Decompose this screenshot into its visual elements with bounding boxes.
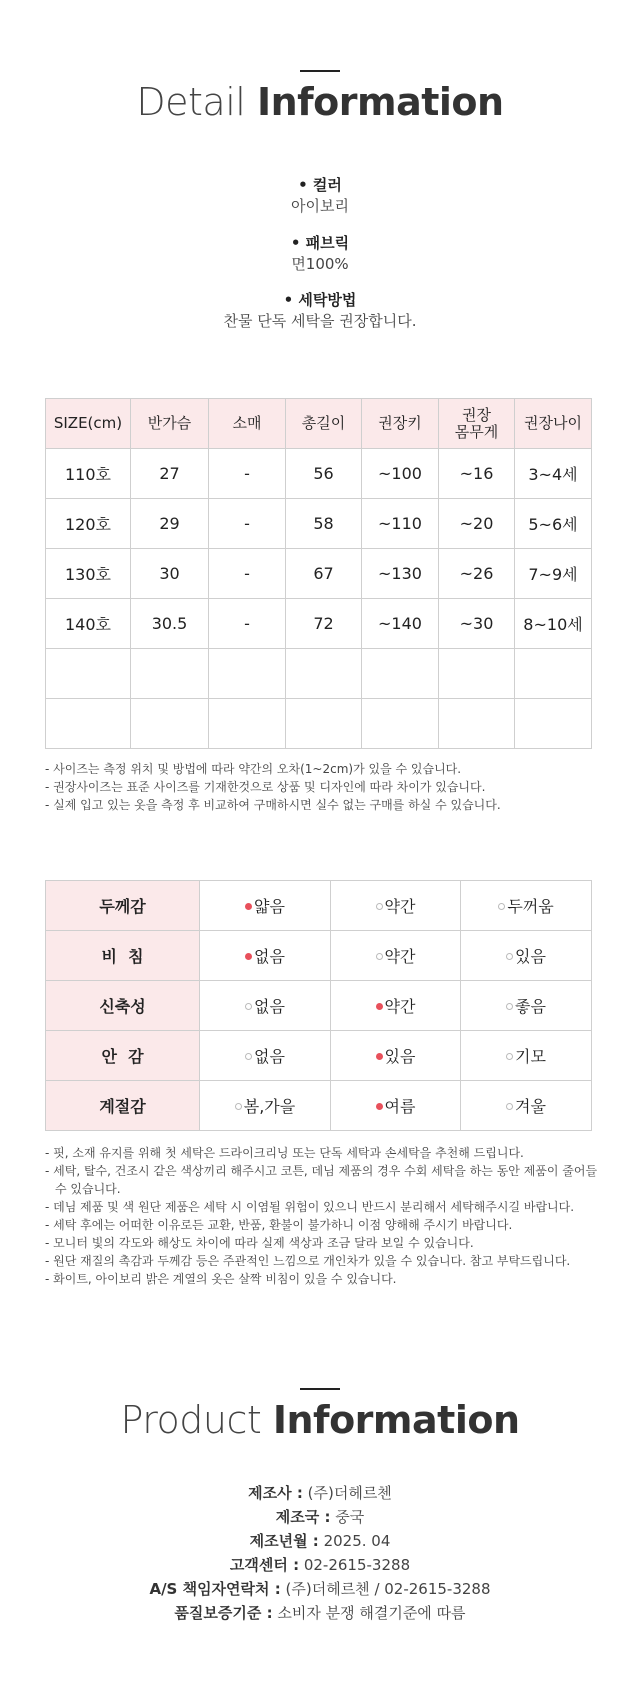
size-cell	[362, 649, 439, 699]
spec-value: 아이보리	[291, 197, 349, 215]
product-key: 제조사 :	[248, 1484, 303, 1502]
size-cell: 8~10세	[515, 599, 592, 649]
radio-dot-icon	[506, 953, 513, 960]
product-heading-rule	[300, 1388, 340, 1390]
feel-option	[461, 881, 592, 931]
feel-label: 안 감	[46, 1031, 200, 1081]
table-row	[46, 931, 592, 981]
care-note: - 세탁, 탈수, 건조시 같은 색상끼리 해주시고 코튼, 데님 제품의 경우 수회 세탁을 하는 동안 제품이 줄어들 수 있습니다.	[45, 1164, 598, 1196]
radio-dot-icon	[498, 903, 505, 910]
size-cell: -	[209, 499, 286, 549]
feel-option	[461, 1031, 592, 1081]
size-table-header: 권장나이	[515, 399, 592, 449]
size-table-header: 총길이	[286, 399, 362, 449]
size-cell	[209, 649, 286, 699]
table-row	[46, 449, 592, 499]
spec-fabric	[0, 233, 640, 275]
radio-dot-icon	[506, 1003, 513, 1010]
size-table-header: 권장 몸무게	[439, 399, 515, 449]
size-cell: ~16	[439, 449, 515, 499]
size-cell: ~30	[439, 599, 515, 649]
spec-label: • 패브릭	[290, 234, 350, 252]
size-cell: 30	[131, 549, 209, 599]
size-cell	[46, 699, 131, 749]
feel-option	[331, 1081, 461, 1131]
feel-option	[461, 1081, 592, 1131]
feel-option-text: 두꺼움	[507, 897, 554, 916]
feel-table	[45, 880, 592, 1131]
product-key: 고객센터 :	[229, 1556, 300, 1574]
table-row	[46, 981, 592, 1031]
feel-label: 신축성	[46, 981, 200, 1031]
size-cell: 120호	[46, 499, 131, 549]
feel-option	[200, 931, 331, 981]
size-table-header: SIZE(cm)	[46, 399, 131, 449]
size-cell: 30.5	[131, 599, 209, 649]
detail-heading	[0, 80, 640, 124]
size-cell	[131, 649, 209, 699]
radio-dot-icon	[376, 953, 383, 960]
feel-option-text: 좋음	[515, 997, 546, 1016]
table-row	[46, 881, 592, 931]
size-cell	[515, 699, 592, 749]
detail-heading-bold: Information	[256, 80, 504, 124]
size-cell	[46, 649, 131, 699]
size-table-header: 반가슴	[131, 399, 209, 449]
product-line	[0, 1529, 640, 1553]
care-note: - 세탁 후에는 어떠한 이유로든 교환, 반품, 환불이 불가하니 이점 양해해 주시기 바랍니다.	[45, 1218, 513, 1232]
care-note: - 원단 재질의 촉감과 두께감 등은 주관적인 느낌으로 개인차가 있을 수 있습니다. 참고 부탁드립니다.	[45, 1254, 571, 1268]
spec-label: • 컬러	[298, 176, 342, 194]
size-cell: 72	[286, 599, 362, 649]
size-cell: ~100	[362, 449, 439, 499]
size-cell: ~130	[362, 549, 439, 599]
size-cell	[286, 699, 362, 749]
feel-option-text: 있음	[515, 947, 546, 966]
size-note: - 권장사이즈는 표준 사이즈를 기재한것으로 상품 및 디자인에 따라 차이가 있습니다.	[45, 780, 486, 794]
detail-heading-light: Detail	[136, 80, 246, 124]
size-cell: ~20	[439, 499, 515, 549]
size-cell: -	[209, 549, 286, 599]
radio-dot-icon	[245, 903, 252, 910]
detail-heading-rule	[300, 70, 340, 72]
product-value: 중국	[330, 1508, 365, 1526]
care-note: - 데님 제품 및 색 원단 제품은 세탁 시 이염될 위험이 있으니 반드시 분리해서 세탁해주시길 바랍니다.	[45, 1200, 575, 1214]
table-row	[46, 1031, 592, 1081]
size-cell: ~140	[362, 599, 439, 649]
product-info	[0, 1481, 640, 1625]
size-cell: -	[209, 599, 286, 649]
feel-option-text: 얇음	[254, 897, 285, 916]
product-value: (주)더헤르첸 / 02-2615-3288	[280, 1580, 491, 1598]
spec-value: 찬물 단독 세탁을 권장합니다.	[223, 312, 417, 330]
feel-option-text: 없음	[254, 947, 285, 966]
product-heading-light: Product	[120, 1398, 262, 1442]
radio-dot-icon	[245, 1003, 252, 1010]
product-key: 품질보증기준 :	[174, 1604, 273, 1622]
feel-option	[461, 931, 592, 981]
product-heading	[0, 1398, 640, 1442]
spec-washing	[0, 290, 640, 332]
feel-option	[331, 981, 461, 1031]
size-notes	[45, 760, 605, 814]
table-row	[46, 599, 592, 649]
feel-label: 비 침	[46, 931, 200, 981]
radio-dot-icon	[376, 903, 383, 910]
size-cell: 130호	[46, 549, 131, 599]
feel-option-text: 없음	[254, 997, 285, 1016]
feel-option-text: 약간	[384, 947, 416, 966]
radio-dot-icon	[245, 1053, 252, 1060]
feel-option-text: 기모	[515, 1047, 546, 1066]
spec-value: 면100%	[291, 255, 349, 273]
size-cell	[131, 699, 209, 749]
size-cell	[362, 699, 439, 749]
radio-dot-icon	[245, 953, 252, 960]
care-notes	[45, 1144, 605, 1288]
size-cell	[439, 699, 515, 749]
feel-option-text: 약간	[384, 997, 416, 1016]
size-note: - 사이즈는 측정 위치 및 방법에 따라 약간의 오차(1~2cm)가 있을 수 있습니다.	[45, 762, 462, 776]
feel-option	[200, 881, 331, 931]
size-table	[45, 398, 592, 749]
feel-option-text: 있음	[384, 1047, 416, 1066]
product-heading-bold: Information	[272, 1398, 520, 1442]
feel-option	[331, 881, 461, 931]
care-note: - 모니터 빛의 각도와 해상도 차이에 따라 실제 색상과 조금 달라 보일 수 있습니다.	[45, 1236, 474, 1250]
radio-dot-icon	[376, 1003, 383, 1010]
spec-color	[0, 175, 640, 217]
feel-label: 두께감	[46, 881, 200, 931]
care-note: - 화이트, 아이보리 밝은 계열의 옷은 살짝 비침이 있을 수 있습니다.	[45, 1272, 397, 1286]
feel-option-text: 없음	[254, 1047, 285, 1066]
size-cell: 140호	[46, 599, 131, 649]
feel-option	[200, 981, 331, 1031]
table-row	[46, 549, 592, 599]
radio-dot-icon	[376, 1053, 383, 1060]
feel-label: 계절감	[46, 1081, 200, 1131]
size-cell: 58	[286, 499, 362, 549]
feel-option-text: 여름	[384, 1097, 416, 1116]
product-value: (주)더헤르첸	[302, 1484, 392, 1502]
size-cell: 67	[286, 549, 362, 599]
product-value: 소비자 분쟁 해결기준에 따름	[272, 1604, 466, 1622]
size-cell: 29	[131, 499, 209, 549]
table-row	[46, 1081, 592, 1131]
size-table-header: 권장키	[362, 399, 439, 449]
radio-dot-icon	[376, 1103, 383, 1110]
size-cell	[209, 699, 286, 749]
feel-option	[331, 1031, 461, 1081]
product-key: 제조년월 :	[249, 1532, 319, 1550]
size-cell: ~26	[439, 549, 515, 599]
table-row	[46, 649, 592, 699]
product-line	[0, 1553, 640, 1577]
size-cell: 3~4세	[515, 449, 592, 499]
care-note: - 핏, 소재 유지를 위해 첫 세탁은 드라이크리닝 또는 단독 세탁과 손세탁을 추천해 드립니다.	[45, 1146, 524, 1160]
size-cell	[515, 649, 592, 699]
size-table-header-row	[46, 399, 592, 449]
product-line	[0, 1481, 640, 1505]
size-cell	[439, 649, 515, 699]
product-key: 제조국 :	[275, 1508, 331, 1526]
product-value: 2025. 04	[318, 1532, 391, 1550]
product-line	[0, 1577, 640, 1601]
product-line	[0, 1601, 640, 1625]
size-table-header: 소매	[209, 399, 286, 449]
size-cell	[286, 649, 362, 699]
size-cell: 7~9세	[515, 549, 592, 599]
radio-dot-icon	[235, 1103, 242, 1110]
size-cell: 5~6세	[515, 499, 592, 549]
feel-option	[200, 1031, 331, 1081]
product-line	[0, 1505, 640, 1529]
spec-label: • 세탁방법	[283, 291, 357, 309]
radio-dot-icon	[506, 1053, 513, 1060]
size-note: - 실제 입고 있는 옷을 측정 후 비교하여 구매하시면 실수 없는 구매를 하실 수 있습니다.	[45, 798, 501, 812]
size-cell: 56	[286, 449, 362, 499]
size-cell: -	[209, 449, 286, 499]
radio-dot-icon	[506, 1103, 513, 1110]
feel-option	[461, 981, 592, 1031]
product-key: A/S 책임자연락처 :	[149, 1580, 281, 1598]
product-value: 02-2615-3288	[299, 1556, 411, 1574]
size-cell: 110호	[46, 449, 131, 499]
feel-option-text: 봄,가을	[243, 1097, 296, 1116]
feel-option	[200, 1081, 331, 1131]
feel-option	[331, 931, 461, 981]
table-row	[46, 499, 592, 549]
size-cell: ~110	[362, 499, 439, 549]
feel-option-text: 약간	[384, 897, 416, 916]
size-cell: 27	[131, 449, 209, 499]
feel-option-text: 겨울	[515, 1097, 546, 1116]
table-row	[46, 699, 592, 749]
